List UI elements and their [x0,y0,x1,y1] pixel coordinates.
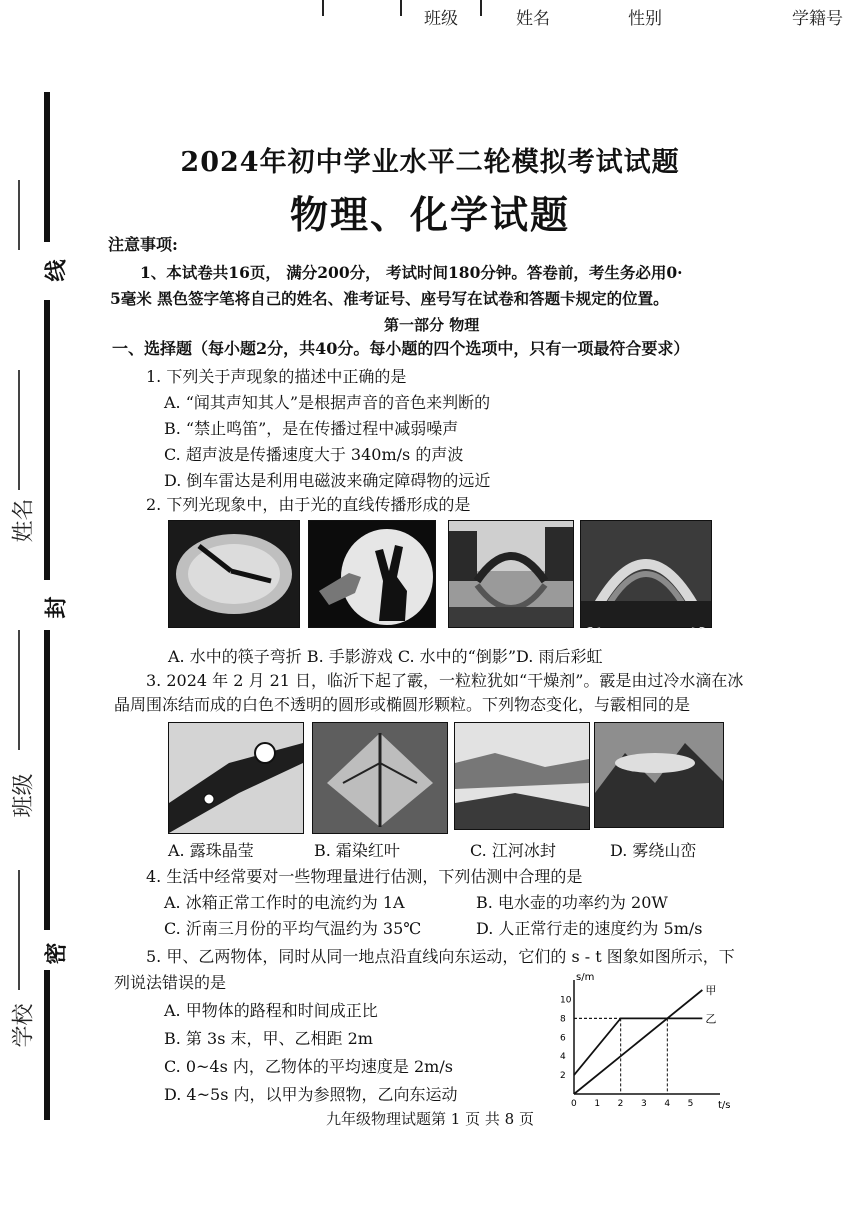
q2-photo-bridge-reflection [448,520,574,628]
margin-line-char: 线 [40,259,71,281]
q4-option-a: A. 冰箱正常工作时的电流约为 1A [164,893,405,912]
x-tick-label: 5 [687,1099,694,1109]
header-divider [480,0,482,16]
y-tick-label: 2 [560,1071,566,1082]
q4-stem: 4. 生活中经常要对一些物理量进行估测，下列估测中合理的是 [146,867,583,886]
q3-stem-line-1: 3. 2024 年 2 月 21 日，临沂下起了霰，一粒粒犹如“干燥剂”。霰是由过冷水滴在冰 [146,671,744,690]
margin-fill-line [18,630,20,750]
header-student-id-label: 学籍号 [792,9,843,29]
series-label: 甲 [705,984,717,997]
header-strip [0,0,860,30]
q1-option-a: A. “闻其声知其人”是根据声音的音色来判断的 [164,393,491,412]
y-tick-label: 4 [560,1052,566,1063]
margin-class-label: 班级 [11,773,37,818]
series-label: 乙 [705,1012,717,1026]
x-axis-label: t/s [718,1100,731,1111]
notice-heading: 注意事项: [108,235,178,254]
q1-option-b: B. “禁止鸣笛”，是在传播过程中减弱噪声 [164,419,459,438]
q3-photo-frozen-river [454,722,590,830]
exam-subtitle: 物理、化学试题 [289,192,570,237]
q5-stem-line-2: 列说法错误的是 [114,973,227,992]
q5-option-d: D. 4~5s 内，以甲为参照物，乙向东运动 [164,1085,458,1104]
x-tick-label: 1 [594,1099,601,1109]
margin-seal-char: 封 [40,596,71,618]
margin-school-label: 学校 [11,1003,37,1048]
q2-stem: 2. 下列光现象中，由于光的直线传播形成的是 [146,495,471,514]
q3-photo-misty-mountains [594,722,724,828]
x-tick-label: 2 [617,1099,624,1109]
q3-photo-dew [168,722,304,834]
binding-line [44,300,50,580]
y-tick-label: 6 [560,1033,566,1044]
q2-photo-chopsticks [168,520,300,628]
section-heading: 一、选择题（每小题2分，共40分。每小题的四个选项中，只有一项最符合要求） [112,339,690,358]
q3-option-c: C. 江河冰封 [470,841,556,860]
header-gender-label: 性别 [628,9,662,29]
st-graph [548,972,731,1116]
margin-name-label: 姓名 [11,498,37,543]
x-tick-label: 0 [571,1099,577,1109]
q2-options: A. 水中的筷子弯折 B. 手影游戏 C. 水中的“倒影”D. 雨后彩虹 [168,647,603,666]
q1-stem: 1. 下列关于声现象的描述中正确的是 [146,367,407,386]
q3-option-d: D. 雾绕山峦 [610,841,697,860]
notice-line-2: 5毫米 黑色签字笔将自己的姓名、准考证号、座号写在试卷和答题卡规定的位置。 [110,289,669,308]
q4-option-b: B. 电水壶的功率约为 20W [476,893,668,912]
notice-line-1: 1、本试卷共16页， 满分200分， 考试时间180分钟。答卷前，考生务必用0· [140,263,683,282]
series-line-1 [574,990,702,1094]
binding-line [44,630,50,930]
header-divider [400,0,402,16]
q1-option-d: D. 倒车雷达是利用电磁波来确定障碍物的远近 [164,471,491,490]
q4-option-d: D. 人正常行走的速度约为 5m/s [476,919,703,938]
header-divider [322,0,324,16]
exam-title: 2024年初中学业水平二轮模拟考试试题 [180,147,680,178]
y-tick-label: 8 [560,1014,566,1025]
q3-stem-line-2: 晶周围冻结而成的白色不透明的圆形或椭圆形颗粒。下列物态变化，与霰相同的是 [114,695,691,714]
x-tick-label: 4 [664,1099,671,1109]
margin-secret-char: 密 [40,942,71,964]
binding-line [44,970,50,1120]
margin-fill-line [18,870,20,990]
q3-photo-frost-leaves [312,722,448,834]
series-line-2 [574,1018,702,1075]
q5-option-b: B. 第 3s 末，甲、乙相距 2m [164,1029,373,1048]
q2-photo-hand-shadow [308,520,436,628]
q5-option-c: C. 0~4s 内，乙物体的平均速度是 2m/s [164,1057,453,1076]
page-footer: 九年级物理试题第 1 页 共 8 页 [326,1110,534,1128]
q5-option-a: A. 甲物体的路程和时间成正比 [164,1001,378,1020]
part-heading: 第一部分 物理 [384,316,480,334]
q2-photo-rainbow [580,520,712,628]
header-class-label: 班级 [424,9,458,29]
margin-fill-line [18,370,20,490]
q3-option-b: B. 霜染红叶 [314,841,400,860]
q4-option-c: C. 沂南三月份的平均气温约为 35℃ [164,919,422,938]
q5-stem-line-1: 5. 甲、乙两物体，同时从同一地点沿直线向东运动，它们的 s - t 图象如图所示，下 [146,947,735,966]
q1-option-c: C. 超声波是传播速度大于 340m/s 的声波 [164,445,464,464]
y-tick-label: 10 [560,995,572,1006]
x-tick-label: 3 [641,1099,647,1109]
q3-option-a: A. 露珠晶莹 [168,841,254,860]
header-name-label: 姓名 [516,9,550,29]
y-axis-label: s/m [576,972,595,983]
